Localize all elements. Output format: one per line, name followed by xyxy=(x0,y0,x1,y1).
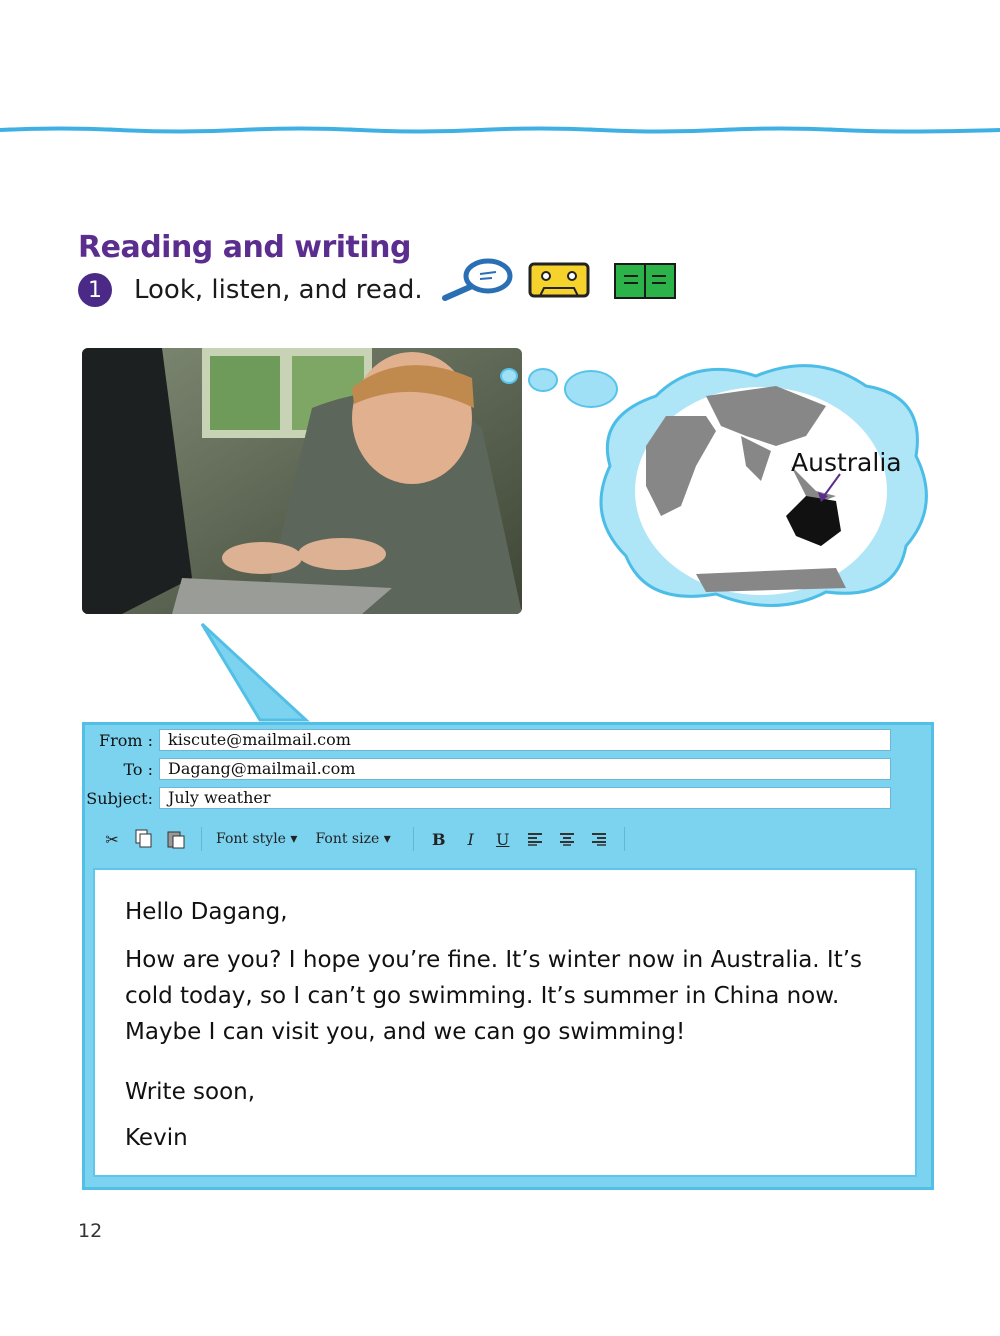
thought-dot-small xyxy=(500,368,518,384)
toolbar-separator xyxy=(413,827,414,851)
font-size-label: Font size xyxy=(315,831,380,847)
underline-button[interactable]: U xyxy=(495,829,510,849)
chevron-down-icon: ▾ xyxy=(290,831,298,847)
cassette-icon xyxy=(530,264,588,296)
toolbar-separator xyxy=(201,827,202,851)
align-center-icon[interactable] xyxy=(556,828,578,850)
font-size-dropdown[interactable] xyxy=(315,831,390,847)
to-row xyxy=(85,758,931,782)
activity-icons xyxy=(440,254,680,304)
letter-signature: Kevin xyxy=(125,1125,188,1151)
chevron-down-icon: ▾ xyxy=(383,831,391,847)
letter-text xyxy=(125,894,899,1156)
letter-body: How are you? I hope you’re fine. It’s winter now in Australia. It’s cold today, so I can’t go swimming. It’s summer in China now. Maybe I can visit you, and we can go swimming! xyxy=(125,947,863,1045)
subject-row xyxy=(85,787,931,811)
toolbar-separator xyxy=(624,827,625,851)
align-left-icon[interactable] xyxy=(524,828,546,850)
activity-number-badge: 1 xyxy=(78,273,112,307)
from-field[interactable]: kiscute@mailmail.com xyxy=(159,729,891,751)
thought-dot-medium xyxy=(528,368,558,392)
bold-button[interactable]: B xyxy=(431,829,446,849)
letter-greeting: Hello Dagang, xyxy=(125,899,288,925)
font-style-label: Font style xyxy=(216,831,286,847)
font-style-dropdown[interactable] xyxy=(216,831,297,847)
subject-field[interactable]: July weather xyxy=(159,787,891,809)
paste-icon[interactable] xyxy=(165,828,187,850)
italic-button[interactable]: I xyxy=(467,829,474,849)
email-window xyxy=(82,722,934,1190)
copy-icon[interactable] xyxy=(133,828,155,850)
book-icon xyxy=(615,264,675,298)
to-label: To : xyxy=(123,760,153,779)
instruction-text: Look, listen, and read. xyxy=(134,275,423,305)
format-toolbar xyxy=(93,821,889,857)
from-row xyxy=(85,729,931,753)
boy-at-computer-photo xyxy=(82,348,522,614)
from-label: From : xyxy=(98,731,153,750)
australia-label: Australia xyxy=(791,448,902,477)
activity-instruction xyxy=(78,272,423,308)
to-field[interactable]: Dagang@mailmail.com xyxy=(159,758,891,780)
speech-pointer xyxy=(196,620,316,730)
top-rule xyxy=(0,126,1000,134)
section-title: Reading and writing xyxy=(78,230,411,265)
magnifier-icon xyxy=(445,261,510,298)
page-number: 12 xyxy=(78,1220,103,1242)
letter-closing: Write soon, xyxy=(125,1079,256,1105)
scissors-icon[interactable]: ✂ xyxy=(105,829,119,849)
thought-dot-large xyxy=(564,370,618,408)
thought-bubble-map xyxy=(596,356,928,608)
subject-label: Subject: xyxy=(86,789,153,808)
align-right-icon[interactable] xyxy=(588,828,610,850)
message-body[interactable] xyxy=(93,868,917,1177)
